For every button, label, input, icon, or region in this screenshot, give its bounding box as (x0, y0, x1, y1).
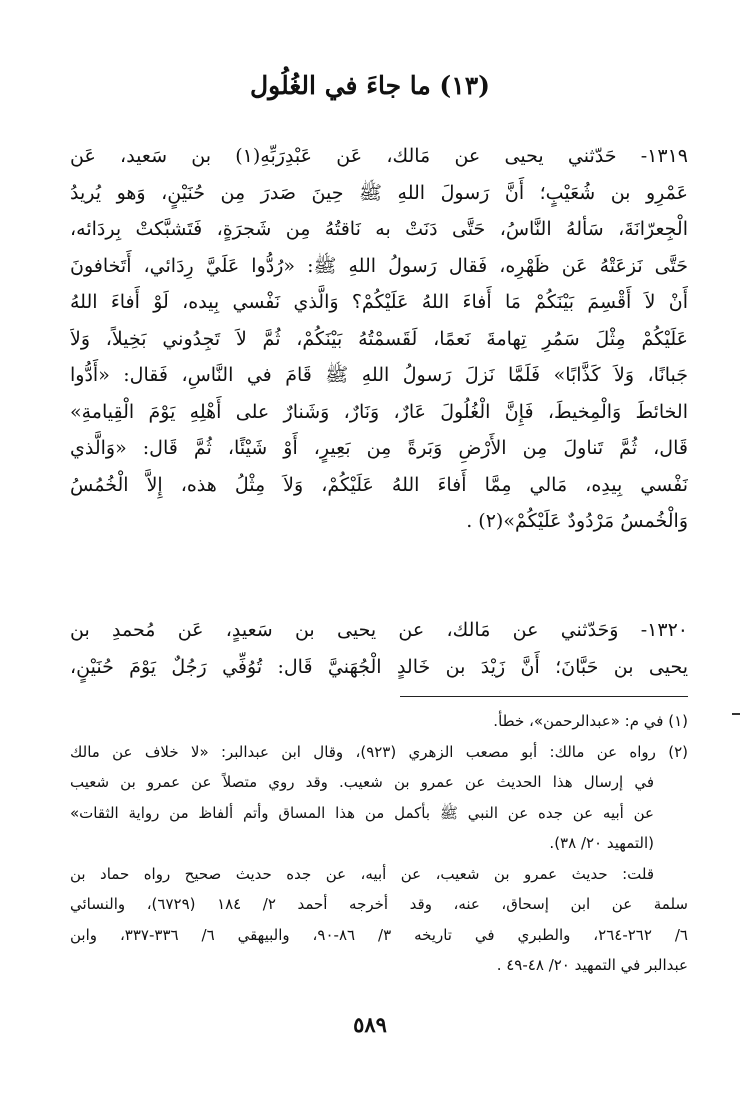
footnotes (70, 706, 688, 981)
chapter-title: (١٣) ما جاءَ في الغُلُول (250, 71, 490, 100)
hadith-1319 (70, 138, 688, 540)
text-line: الخائطَ وَالْمِخيطَ، فَإِنَّ الْغُلُولَ عَارٌ، وَنَارٌ، وَشَنارٌ على أَهْلِهِ يَوْمَ الْقِيامةِ» (70, 400, 688, 423)
footnote-line: في إرسال هذا الحديث عن عمرو بن شعيب. وقد روي متصلاً عن عمرو بن شعيب (70, 773, 654, 791)
footnote-line: (٢) رواه عن مالك: أبو مصعب الزهري (٩٢٣)، وقال ابن عبدالبر: «لا خلاف عن مالك (70, 742, 688, 761)
text-line: حَتَّى نَزعَتْهُ عَن ظَهْرِه، فَقال رَسولُ اللهِ ﷺ: «رُدُّوا عَلَيَّ رِدَائي، أَتَخافونَ (70, 254, 688, 277)
footnote-line: عبدالبر في التمهيد ٢٠/ ٤٨-٤٩ . (496, 956, 688, 974)
text-line: ١٣١٩- حَدّثني يحيى عن مَالك، عَن عَبْدِرَبِّهِ(١) بن سَعيد، عَن (70, 145, 688, 167)
text-line: ١٣٢٠- وَحَدّثني عن مَالك، عن يحيى بن سَعيدٍ، عَن مُحمدِ بن (70, 619, 688, 641)
footnote-line: ٦/ ٢٦٢-٢٦٤، والطبري في تاريخه ٣/ ٨٦-٩٠، والبيهقي ٦/ ٣٣٦-٣٣٧، وابن (70, 925, 688, 944)
footnote-divider (400, 696, 688, 697)
footnote-line: سلمة عن ابن إسحاق، عنه، وقد أخرجه أحمد ٢/ ١٨٤ (٦٧٢٩)، والنسائي (70, 895, 688, 913)
hadith-1320 (70, 612, 688, 685)
footnote-line: عن أبيه عن جده عن النبي ﷺ بأكمل من هذا المساق وأتم ألفاظ من رواية الثقات» (70, 803, 654, 822)
text-line: عَمْرِو بن شُعَيْبٍ؛ أَنَّ رَسولَ اللهِ ﷺ حِينَ صَدرَ مِن حُنَيْنٍ، وَهو يُريدُ (70, 181, 688, 204)
text-line: جَبانًا، وَلاَ كَذَّابًا» فَلَمَّا نَزلَ رَسولُ اللهِ ﷺ قَامَ في النَّاسِ، فَقال: «أَدُّوا (70, 364, 688, 386)
text-line: يحيى بن حَبَّانَ؛ أَنَّ زَيْدَ بن خَالدٍ الْجُهَنيَّ قَال: تُوُفِّي رَجُلٌ يَوْمَ حُنَيْنٍ، (70, 655, 688, 678)
text-line: عَلَيْكُمْ مِثْلَ سَمُرِ تِهامةَ نَعمًا، لَقَسمْتُهُ بَيْنَكُمْ، ثُمَّ لاَ تَجِدُوني بَخِيلاً، وَلاَ (70, 327, 688, 350)
text-line: قَال، ثُمَّ تَناولَ مِن الأَرْضِ وَبَرةً مِن بَعِيرٍ، أَوْ شَيْئًا، ثُمَّ قَال: «وَالَّذي (70, 437, 688, 459)
scan-edge-mark (732, 713, 740, 715)
footnote-line: (١) في م: «عبدالرحمن»، خطأ. (493, 712, 688, 730)
text-line: أَنْ لاَ أَقْسِمَ بَيْنَكُمْ مَا أَفاءَ اللهُ عَلَيْكُمْ؟ وَالَّذي نَفْسي بِيده، لَوْ أَفاءَ اللهُ (70, 291, 688, 313)
page-number: ٥٨٩ (353, 1012, 387, 1037)
text-line: الْجِعرّانَةَ، سَألهُ النَّاسُ، حَتَّى دَنَتْ به نَاقتُهُ مِن شَجرَةٍ، فَتَشبَّكتْ بِردَائه، (70, 218, 688, 240)
footnote-line: قلت: حديث عمرو بن شعيب، عن أبيه، عن جده حديث صحيح رواه حماد بن (70, 864, 654, 883)
footnote-line: (التمهيد ٢٠/ ٣٨). (549, 834, 654, 852)
text-line: نَفْسي بِيدِه، مَالي مِمَّا أَفاءَ اللهُ عَلَيْكُمْ، وَلاَ مِثْلُ هذه، إِلاَّ الْخُمُسُ (70, 473, 688, 496)
text-line: وَالْخُمسُ مَرْدُودٌ عَلَيْكُمْ»(٢) . (466, 510, 688, 532)
